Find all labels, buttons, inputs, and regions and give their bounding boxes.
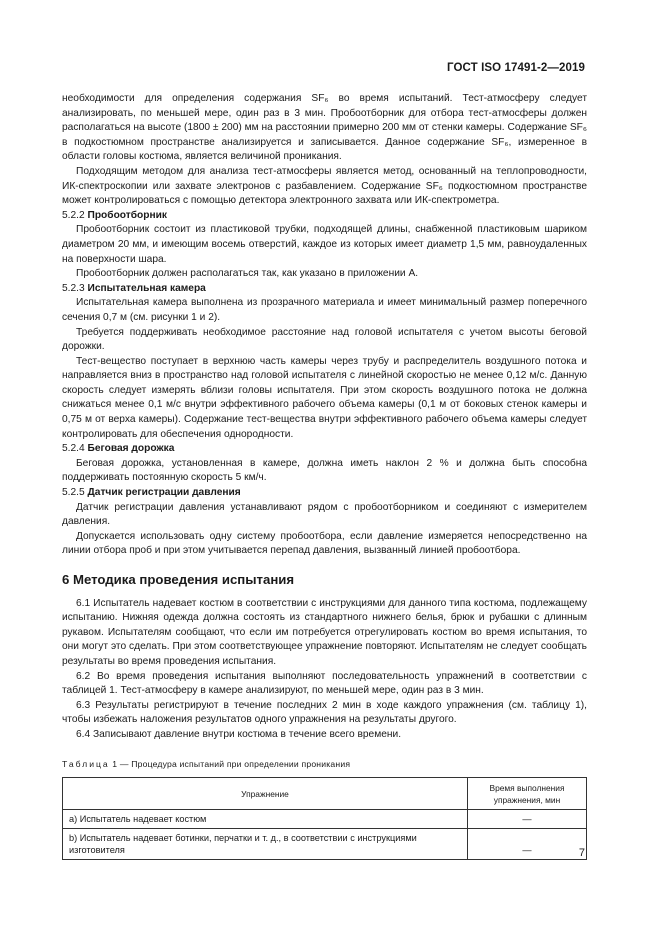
section-title: 6 Методика проведения испытания [62, 572, 295, 587]
paragraph: Требуется поддерживать необходимое расстояние над головой испытателя с учетом высоты беговой дорожки. [62, 326, 587, 353]
subsection-number: 5.2.3 [62, 282, 85, 294]
paragraph: необходимости для определения содержания SF₆ во время испытаний. Тест-атмосферу следует анализировать, по меньшей мере, один раз в 3 мин. Пробоотборник для отбора тест-атмосферы должен располагаться на высоте (1800 ± 200) мм на расстоянии примерно 200 мм от стенки камеры. Содержание SF₆ в подкостюмном пространстве анализируется и записывается. Данное содержание SF₆, измеренное в области головы костюма, является величиной проникания. [62, 93, 587, 163]
subsection-number: 5.2.2 [62, 209, 85, 221]
paragraph: Пробоотборник должен располагаться так, как указано в приложении А. [76, 268, 419, 280]
time-cell: — [468, 829, 587, 860]
paragraph: Беговая дорожка, установленная в камере, должна иметь наклон 2 % и должна быть способна поддерживать постоянную скорость 5 км/ч. [62, 457, 587, 484]
subsection-title: Беговая дорожка [87, 443, 175, 455]
table-caption-text: 1 — Процедура испытаний при определении проникания [109, 758, 351, 769]
subsection-heading [62, 282, 587, 297]
subsection-title: Датчик регистрации давления [87, 487, 241, 499]
subsection-heading [62, 209, 587, 224]
page-header-standard: ГОСТ ISO 17491-2—2019 [447, 62, 585, 74]
paragraph: Тест-вещество поступает в верхнюю часть камеры через трубу и распределитель воздушного потока и направляется вниз в пространство над головой испытателя с линейной скоростью не менее 0,12 м/с. Данную скорость следует измерять вблизи головы испытателя. При этом скорость воздушного потока не должна снижаться менее 0,1 м/с внутри эффективного рабочего объема камеры (0,1 м от боковых стенок камеры и 0,75 м от верха камеры). Содержание тест-вещества внутри эффективного рабочего объема камеры следует контролировать для обеспечения однородности. [62, 355, 587, 440]
paragraph: Допускается использовать одну систему пробоотбора, если давление измеряется непосредственно на линии отбора проб и при этом учитывается перепад давления, вызванный линией пробоотбора. [62, 530, 587, 557]
table-caption-word: Таблица [62, 758, 110, 769]
paragraph: 6.2 Во время проведения испытания выполняют последовательность упражнений в соответствии с таблицей 1. Тест-атмосферу в камере анализируют, по меньшей мере, один раз в 3 мин. [62, 670, 587, 697]
table-header-row [63, 778, 587, 810]
subsection-title: Испытательная камера [87, 282, 206, 294]
procedure-table [62, 777, 587, 860]
page-number: 7 [578, 847, 585, 859]
table-row [63, 810, 587, 829]
subsection-number: 5.2.4 [62, 443, 85, 455]
subsection-heading [62, 486, 587, 501]
column-header-exercise: Упражнение [63, 778, 468, 810]
exercise-cell: b) Испытатель надевает ботинки, перчатки и т. д., в соответствии с инструкциями изготовителя [63, 829, 468, 860]
subsection-title: Пробоотборник [87, 209, 168, 221]
column-header-time: Время выполнения упражнения, мин [468, 778, 587, 810]
time-cell: — [468, 810, 587, 829]
paragraph: 6.3 Результаты регистрируют в течение последних 2 мин в ходе каждого упражнения (см. таблицу 1), чтобы избежать наложения результатов одного упражнения на результаты другого. [62, 699, 587, 726]
table-row [63, 829, 587, 860]
table-caption [62, 757, 587, 772]
paragraph: Подходящим методом для анализа тест-атмосферы является метод, основанный на теплопроводности, ИК-спектроскопии или захвате электронов с разбавлением. Содержание SF₆ подкостюмном пространстве может контролироваться с помощью детектора электронного захвата или ИК-спектрометра. [62, 165, 587, 207]
paragraph: Испытательная камера выполнена из прозрачного материала и имеет минимальный размер поперечного сечения 0,7 м (см. рисунки 1 и 2). [62, 297, 587, 323]
page-body [62, 92, 587, 860]
paragraph: Пробоотборник состоит из пластиковой трубки, подходящей длины, снабженной пластиковым шариком диаметром 20 мм, и имеющим восемь отверстий, каждое из которых имеет диаметр 1,5 мм, равноудаленных на поверхности шара. [62, 224, 587, 265]
subsection-heading [62, 442, 587, 457]
exercise-cell: a) Испытатель надевает костюм [63, 810, 468, 829]
paragraph: 6.1 Испытатель надевает костюм в соответствии с инструкциями для данного типа костюма, подлежащему испытанию. Нижняя одежда должна состоять из стандартного нижнего белья, брюк и рубашки с длинным рукавом. Испытателям сообщают, что если им потребуется отрегулировать костюм во время испытания, то они могут это сделать. При этом соответствующее упражнение повторяют. Испытателям не следует сообщать результаты во время проведения испытания. [62, 597, 587, 667]
subsection-number: 5.2.5 [62, 487, 85, 499]
paragraph: Датчик регистрации давления устанавливают рядом с пробоотборником и соединяют с измерителем давления. [62, 501, 587, 528]
paragraph: 6.4 Записывают давление внутри костюма в течение всего времени. [76, 728, 402, 740]
